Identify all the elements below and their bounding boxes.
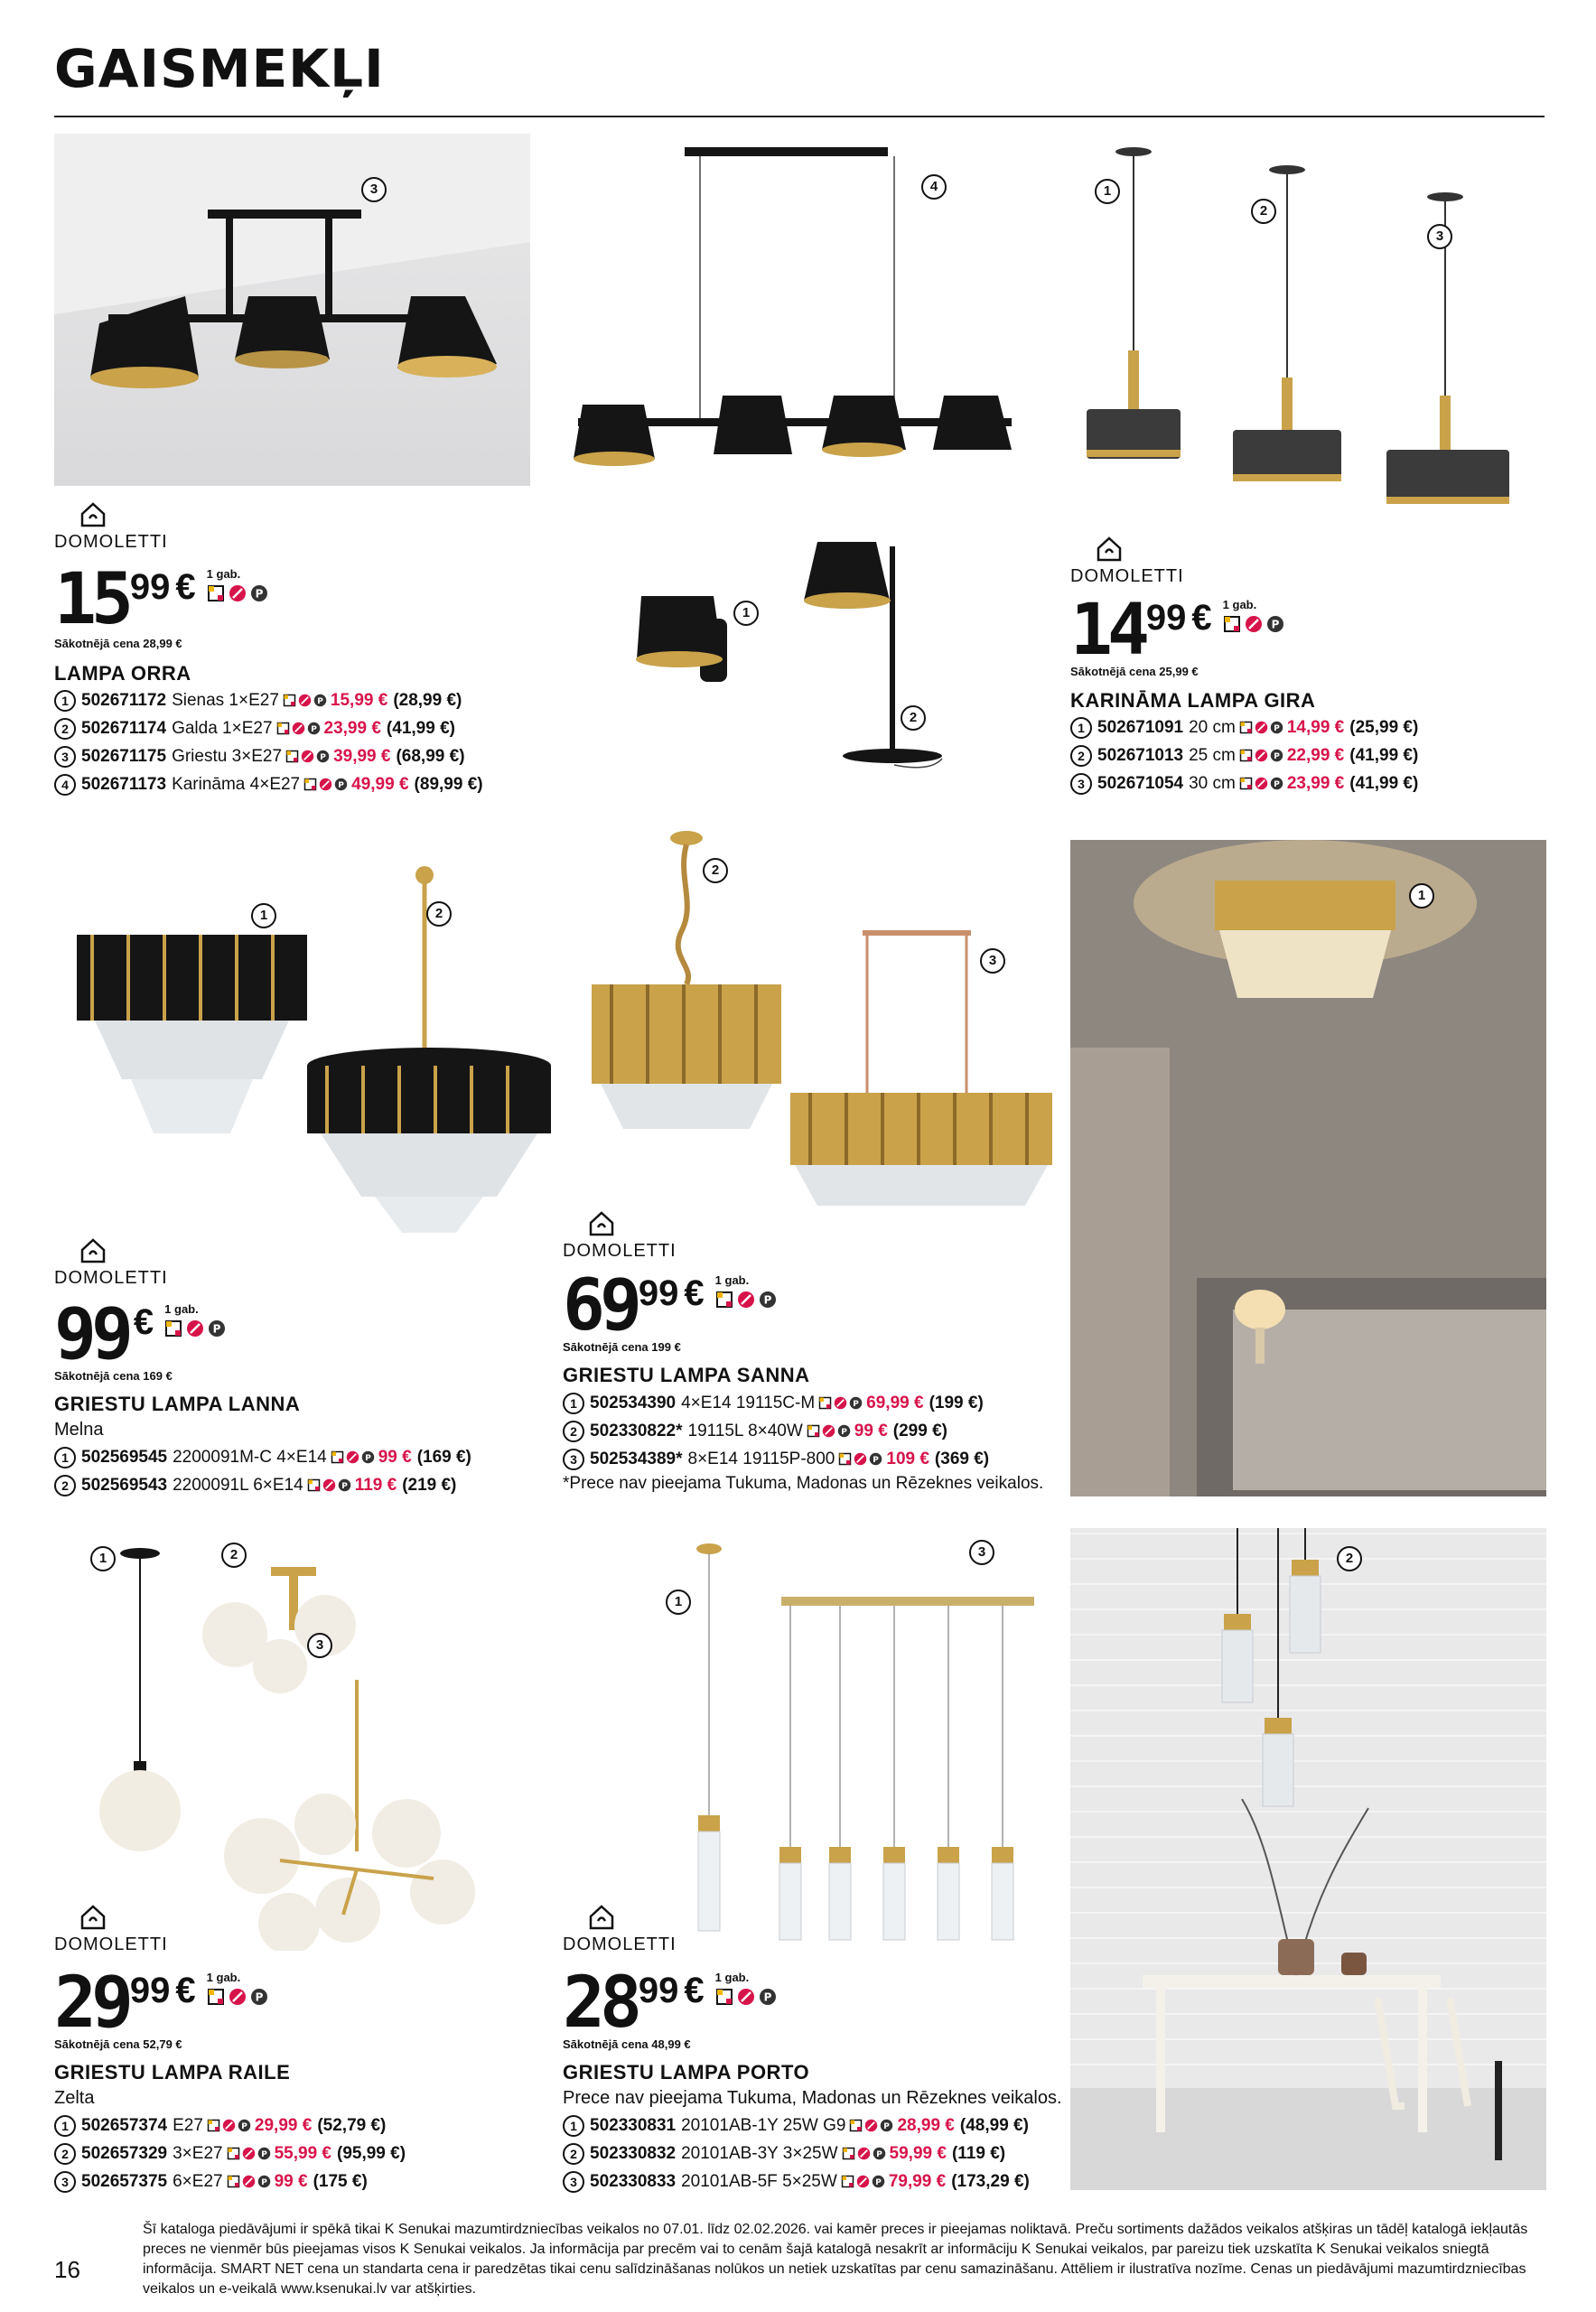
- row-number: 2: [563, 2143, 584, 2165]
- was-price: (95,99 €): [337, 2143, 406, 2163]
- no-discount-icon: [854, 1452, 867, 1466]
- card-icon: [1223, 615, 1241, 633]
- orra-variant-list: [54, 686, 483, 798]
- product-code: 502330822*: [590, 1421, 683, 1440]
- price-currency: €: [133, 1302, 154, 1342]
- product-code: 502657375: [81, 2171, 168, 2191]
- row-number: 3: [54, 746, 76, 768]
- card-icon: [715, 1291, 733, 1309]
- legal-disclaimer: Šī kataloga piedāvājumi ir spēkā tikai K Senukai mazumtirdzniecības veikalos no 07.01. līdz 02.02.2026. vai kamēr preces ir pieejamas noliktavā. Preču sortiments dažādos veikalos atšķiras un tādēļ katalogā iekļautās preces ne vienmēr būs pieejamas visos K Senukai veikalos. Ja informācija par precēm vai to cenām šajā katalogā nesakrīt ar informāciju K Senukai veikalos, par pareizu tiek uzskatīta K Senukai veikalos sniegtā informācija. SMART NET cena un standarta cena ir paredzētas tikai cenu salīdzināšanas nolūkos un netiek uzskatītas par cenu samazināšanu. Attēliem ir ilustratīva nozīme. Cenas un piedāvājumi mazumtirdzniecības veikalos un e-veikalā www.ksenukai.lv var atšķirties.: [143, 2222, 1528, 2297]
- domoletti-logo-icon: [79, 1237, 107, 1264]
- no-discount-icon: [186, 1319, 204, 1338]
- points-icon: [1270, 749, 1283, 762]
- card-icon: [842, 2147, 855, 2160]
- was-price: (175 €): [313, 2171, 368, 2191]
- brand-logo: [54, 1237, 168, 1289]
- variant-desc: 2200091M-C 4×E14: [173, 1447, 327, 1467]
- sale-price: 119 €: [354, 1475, 397, 1495]
- points-icon: [257, 2175, 271, 2188]
- no-discount-icon: [242, 2175, 256, 2188]
- points-icon: [872, 2175, 885, 2188]
- was-price: (199 €): [929, 1393, 984, 1412]
- no-discount-icon: [737, 1988, 755, 2006]
- product-subtitle: Zelta: [54, 2088, 95, 2108]
- callout-2: 2: [1251, 199, 1276, 224]
- product-subtitle: Prece nav pieejama Tukuma, Madonas un Rēzeknes veikalos.: [563, 2088, 1062, 2108]
- variant-row: [54, 1443, 471, 1471]
- domoletti-logo-icon: [588, 1904, 615, 1931]
- row-number: 3: [1070, 773, 1092, 795]
- orra-wall-table-image: [623, 528, 948, 772]
- row-number: 1: [54, 690, 76, 712]
- sale-price: 22,99 €: [1286, 745, 1345, 765]
- callout-2: 2: [1337, 1546, 1362, 1571]
- was-price: (219 €): [402, 1475, 457, 1495]
- was-price: (68,99 €): [396, 746, 465, 766]
- product-code: 502671174: [81, 718, 167, 738]
- callout-2: 2: [426, 901, 452, 927]
- row-number: 3: [563, 2171, 584, 2193]
- product-code: 502671054: [1097, 773, 1184, 793]
- sale-price: 28,99 €: [897, 2115, 955, 2135]
- card-icon: [807, 1424, 820, 1438]
- brand-logo: [563, 1904, 677, 1955]
- variant-row: [563, 2112, 1030, 2140]
- points-icon: [759, 1291, 777, 1309]
- variant-row: [1070, 741, 1418, 769]
- points-icon: [250, 1988, 268, 2006]
- unit-label: 1 gab.: [1222, 598, 1257, 611]
- brand-name: DOMOLETTI: [563, 1241, 677, 1261]
- callout-1: 1: [666, 1590, 691, 1615]
- card-icon: [285, 750, 299, 763]
- points-icon: [1266, 615, 1284, 633]
- original-price: Sākotnējā cena 52,79 €: [54, 2037, 182, 2051]
- row-number: 2: [563, 1421, 584, 1442]
- variant-row: [563, 1417, 989, 1445]
- points-icon: [334, 778, 348, 791]
- original-price: Sākotnējā cena 169 €: [54, 1369, 173, 1383]
- card-icon: [164, 1319, 182, 1338]
- price-main: 15: [54, 559, 128, 640]
- no-discount-icon: [737, 1291, 755, 1309]
- no-discount-icon: [1255, 749, 1268, 762]
- card-icon: [1239, 777, 1253, 790]
- no-discount-icon: [822, 1424, 835, 1438]
- product-code: 502534390: [590, 1393, 677, 1412]
- orra-pendant-image: [565, 134, 1034, 477]
- page-title: GAISMEKĻI: [54, 38, 385, 99]
- no-discount-icon: [346, 1450, 359, 1464]
- was-price: (48,99 €): [959, 2115, 1029, 2135]
- product-code: 502671013: [1097, 745, 1184, 765]
- brand-logo: [54, 501, 168, 553]
- no-discount-icon: [322, 1478, 336, 1492]
- points-icon: [849, 1396, 863, 1410]
- points-icon: [250, 584, 268, 602]
- variant-desc: 20101AB-5F 5×25W: [681, 2171, 837, 2191]
- card-icon: [283, 694, 296, 707]
- sale-price: 99 €: [854, 1421, 888, 1440]
- sale-price: 49,99 €: [351, 774, 409, 794]
- was-price: (41,99 €): [1349, 773, 1419, 793]
- points-icon: [1270, 777, 1283, 790]
- callout-1: 1: [1095, 179, 1120, 204]
- price-cents: 99: [129, 567, 171, 607]
- callout-2: 2: [221, 1543, 247, 1568]
- product-code: 502330831: [590, 2115, 677, 2135]
- callout-1: 1: [251, 903, 276, 928]
- card-icon: [227, 2175, 240, 2188]
- card-icon: [227, 2147, 240, 2160]
- callout-3: 3: [361, 177, 387, 202]
- price-main: 99: [54, 1294, 128, 1375]
- orra-price: [54, 559, 268, 640]
- callout-3: 3: [307, 1633, 332, 1658]
- no-discount-icon: [298, 694, 312, 707]
- variant-desc: Sienas 1×E27: [172, 690, 279, 710]
- callout-1: 1: [1409, 883, 1434, 909]
- row-number: 2: [1070, 745, 1092, 767]
- product-code: 502534389*: [590, 1449, 683, 1468]
- points-icon: [307, 722, 321, 735]
- original-price: Sākotnējā cena 199 €: [563, 1340, 681, 1354]
- no-discount-icon: [292, 722, 305, 735]
- variant-row: [54, 686, 483, 714]
- porto-variant-list: [563, 2112, 1030, 2195]
- was-price: (25,99 €): [1349, 717, 1419, 737]
- original-price: Sākotnējā cena 25,99 €: [1070, 665, 1199, 678]
- sale-price: 23,99 €: [323, 718, 381, 738]
- bedroom-photo: [1070, 840, 1546, 1496]
- card-icon: [715, 1988, 733, 2006]
- product-name: LAMPA ORRA: [54, 662, 191, 685]
- points-icon: [361, 1450, 375, 1464]
- variant-desc: Griestu 3×E27: [172, 746, 283, 766]
- product-code: 502330832: [590, 2143, 677, 2163]
- variant-desc: 8×E14 19115P-800: [687, 1449, 835, 1468]
- product-name: GRIESTU LAMPA PORTO: [563, 2061, 810, 2084]
- product-code: 502569543: [81, 1475, 168, 1495]
- brand-logo: [1070, 536, 1184, 587]
- product-code: 502671175: [81, 746, 167, 766]
- product-code: 502657329: [81, 2143, 168, 2163]
- was-price: (41,99 €): [386, 718, 455, 738]
- card-icon: [331, 1450, 344, 1464]
- product-name: GRIESTU LAMPA RAILE: [54, 2061, 291, 2084]
- product-name: KARINĀMA LAMPA GIRA: [1070, 689, 1316, 712]
- price-cents: 99: [638, 1971, 679, 2010]
- raile-lamps-image: [54, 1535, 542, 1951]
- row-number: 3: [563, 1449, 584, 1470]
- gira-price: [1070, 590, 1284, 671]
- card-icon: [207, 584, 225, 602]
- price-main: 14: [1070, 590, 1144, 671]
- no-discount-icon: [864, 2119, 878, 2132]
- variant-desc: 30 cm: [1189, 773, 1236, 793]
- variant-desc: 4×E14 19115C-M: [681, 1393, 816, 1412]
- domoletti-logo-icon: [588, 1210, 615, 1237]
- variant-desc: 20 cm: [1189, 717, 1236, 737]
- product-code: 502671172: [81, 690, 167, 710]
- original-price: Sākotnējā cena 28,99 €: [54, 637, 182, 650]
- sale-price: 99 €: [274, 2171, 308, 2191]
- price-cents: 99: [129, 1971, 171, 2010]
- card-icon: [838, 1452, 852, 1466]
- row-number: 1: [54, 1447, 76, 1468]
- points-icon: [238, 2119, 251, 2132]
- was-price: (52,79 €): [317, 2115, 387, 2135]
- price-currency: €: [175, 567, 196, 607]
- was-price: (369 €): [934, 1449, 990, 1468]
- callout-3: 3: [980, 948, 1005, 974]
- sale-price: 14,99 €: [1286, 717, 1345, 737]
- price-main: 69: [563, 1265, 637, 1347]
- sale-price: 109 €: [886, 1449, 929, 1468]
- card-icon: [841, 2175, 854, 2188]
- dining-photo: [1070, 1528, 1546, 2190]
- variant-desc: 25 cm: [1189, 745, 1236, 765]
- no-discount-icon: [222, 2119, 236, 2132]
- title-divider: [54, 116, 1545, 117]
- variant-row: [563, 1445, 989, 1473]
- porto-pendant-image: [664, 1535, 1043, 1951]
- no-discount-icon: [857, 2147, 871, 2160]
- variant-desc: 6×E27: [173, 2171, 223, 2191]
- was-price: (28,99 €): [393, 690, 462, 710]
- page-number: 16: [54, 2256, 80, 2283]
- card-icon: [818, 1396, 832, 1410]
- points-icon: [759, 1988, 777, 2006]
- points-icon: [316, 750, 330, 763]
- variant-row: [1070, 713, 1418, 741]
- card-icon: [1239, 721, 1253, 734]
- price-cents: 99: [1145, 598, 1187, 638]
- callout-1: 1: [90, 1546, 116, 1571]
- product-code: 502657374: [81, 2115, 168, 2135]
- variant-row: [54, 2140, 406, 2168]
- gira-variant-list: [1070, 713, 1418, 797]
- variant-row: [54, 742, 483, 770]
- points-icon: [208, 1319, 226, 1338]
- sale-price: 79,99 €: [888, 2171, 947, 2191]
- points-icon: [313, 694, 327, 707]
- price-currency: €: [684, 1273, 705, 1313]
- variant-row: [563, 2140, 1030, 2168]
- was-price: (299 €): [892, 1421, 947, 1440]
- no-discount-icon: [856, 2175, 870, 2188]
- price-cents: 99: [638, 1273, 679, 1313]
- row-number: 1: [54, 2115, 76, 2137]
- points-icon: [257, 2147, 271, 2160]
- product-code: 502569545: [81, 1447, 168, 1467]
- callout-2: 2: [703, 858, 728, 883]
- price-currency: €: [1191, 598, 1212, 638]
- variant-row: [563, 1389, 989, 1417]
- price-currency: €: [684, 1971, 705, 2010]
- sale-price: 29,99 €: [254, 2115, 313, 2135]
- was-price: (173,29 €): [951, 2171, 1030, 2191]
- raile-variant-list: [54, 2112, 406, 2195]
- row-number: 2: [54, 1475, 76, 1496]
- card-icon: [207, 1988, 225, 2006]
- callout-4: 4: [921, 174, 947, 200]
- card-icon: [1239, 749, 1253, 762]
- variant-row: [563, 2168, 1030, 2195]
- price-main: 28: [563, 1962, 637, 2044]
- variant-row: [54, 2112, 406, 2140]
- card-icon: [307, 1478, 321, 1492]
- variant-desc: E27: [173, 2115, 203, 2135]
- no-discount-icon: [1255, 777, 1268, 790]
- points-icon: [869, 1452, 882, 1466]
- sale-price: 15,99 €: [330, 690, 388, 710]
- variant-row: [54, 714, 483, 742]
- domoletti-logo-icon: [79, 501, 107, 528]
- domoletti-logo-icon: [79, 1904, 107, 1931]
- points-icon: [338, 1478, 351, 1492]
- brand-logo: [563, 1210, 677, 1262]
- card-icon: [303, 778, 317, 791]
- row-number: 3: [54, 2171, 76, 2193]
- brand-name: DOMOLETTI: [54, 1934, 168, 1954]
- unit-label: 1 gab.: [714, 1273, 750, 1287]
- callout-3: 3: [1427, 224, 1452, 249]
- no-discount-icon: [229, 1988, 247, 2006]
- variant-desc: 19115L 8×40W: [687, 1421, 803, 1440]
- product-subtitle: Melna: [54, 1420, 104, 1440]
- no-discount-icon: [834, 1396, 847, 1410]
- domoletti-logo-icon: [1096, 536, 1123, 563]
- points-icon: [1270, 721, 1283, 734]
- unit-label: 1 gab.: [206, 1971, 241, 1984]
- was-price: (89,99 €): [414, 774, 483, 794]
- variant-row: [54, 770, 483, 798]
- unit-label: 1 gab.: [206, 567, 241, 581]
- variant-desc: 20101AB-3Y 3×25W: [681, 2143, 838, 2163]
- brand-name: DOMOLETTI: [1070, 566, 1184, 586]
- sale-price: 23,99 €: [1286, 773, 1345, 793]
- lanna-chandelier-image: [54, 853, 560, 1233]
- sale-price: 55,99 €: [274, 2143, 331, 2163]
- product-code: 502330833: [590, 2171, 677, 2191]
- was-price: (169 €): [416, 1447, 471, 1467]
- variant-desc: 3×E27: [173, 2143, 223, 2163]
- no-discount-icon: [301, 750, 314, 763]
- orra-ceiling-photo: [54, 134, 530, 486]
- callout-2: 2: [901, 705, 926, 731]
- gira-pendant-image: [1070, 134, 1545, 522]
- card-icon: [849, 2119, 863, 2132]
- variant-desc: 20101AB-1Y 25W G9: [681, 2115, 846, 2135]
- brand-name: DOMOLETTI: [54, 1268, 168, 1288]
- no-discount-icon: [229, 584, 247, 602]
- no-discount-icon: [242, 2147, 256, 2160]
- row-number: 2: [54, 2143, 76, 2165]
- variant-desc: 2200091L 6×E14: [173, 1475, 303, 1495]
- variant-row: [54, 2168, 406, 2195]
- row-number: 1: [563, 2115, 584, 2137]
- row-number: 4: [54, 774, 76, 796]
- no-discount-icon: [319, 778, 332, 791]
- was-price: (41,99 €): [1349, 745, 1419, 765]
- original-price: Sākotnējā cena 48,99 €: [563, 2037, 691, 2051]
- no-discount-icon: [1245, 615, 1263, 633]
- sale-price: 39,99 €: [333, 746, 391, 766]
- points-icon: [837, 1424, 851, 1438]
- unit-label: 1 gab.: [714, 1971, 750, 1984]
- variant-desc: Galda 1×E27: [172, 718, 273, 738]
- price-main: 29: [54, 1962, 128, 2044]
- callout-3: 3: [969, 1540, 994, 1565]
- was-price: (119 €): [951, 2143, 1006, 2163]
- sale-price: 99 €: [378, 1447, 412, 1467]
- sanna-variant-list: [563, 1389, 989, 1473]
- product-name: GRIESTU LAMPA LANNA: [54, 1393, 301, 1415]
- sale-price: 59,99 €: [889, 2143, 947, 2163]
- brand-name: DOMOLETTI: [563, 1934, 677, 1954]
- row-number: 1: [563, 1393, 584, 1414]
- variant-desc: Karināma 4×E27: [172, 774, 301, 794]
- price-currency: €: [175, 1971, 196, 2010]
- availability-note: *Prece nav pieejama Tukuma, Madonas un Rēzeknes veikalos.: [563, 1474, 1044, 1493]
- brand-name: DOMOLETTI: [54, 532, 168, 552]
- lanna-variant-list: [54, 1443, 471, 1499]
- sale-price: 69,99 €: [866, 1393, 924, 1412]
- row-number: 2: [54, 718, 76, 740]
- product-code: 502671091: [1097, 717, 1184, 737]
- points-icon: [873, 2147, 886, 2160]
- variant-row: [54, 1471, 471, 1499]
- row-number: 1: [1070, 717, 1092, 739]
- brand-logo: [54, 1904, 168, 1955]
- product-code: 502671173: [81, 774, 167, 794]
- points-icon: [880, 2119, 893, 2132]
- lanna-price: [54, 1294, 226, 1375]
- unit-label: 1 gab.: [164, 1302, 199, 1316]
- card-icon: [276, 722, 290, 735]
- card-icon: [207, 2119, 220, 2132]
- sanna-chandelier-image: [569, 822, 1057, 1219]
- product-name: GRIESTU LAMPA SANNA: [563, 1364, 810, 1386]
- variant-row: [1070, 769, 1418, 797]
- callout-1: 1: [733, 601, 759, 626]
- no-discount-icon: [1255, 721, 1268, 734]
